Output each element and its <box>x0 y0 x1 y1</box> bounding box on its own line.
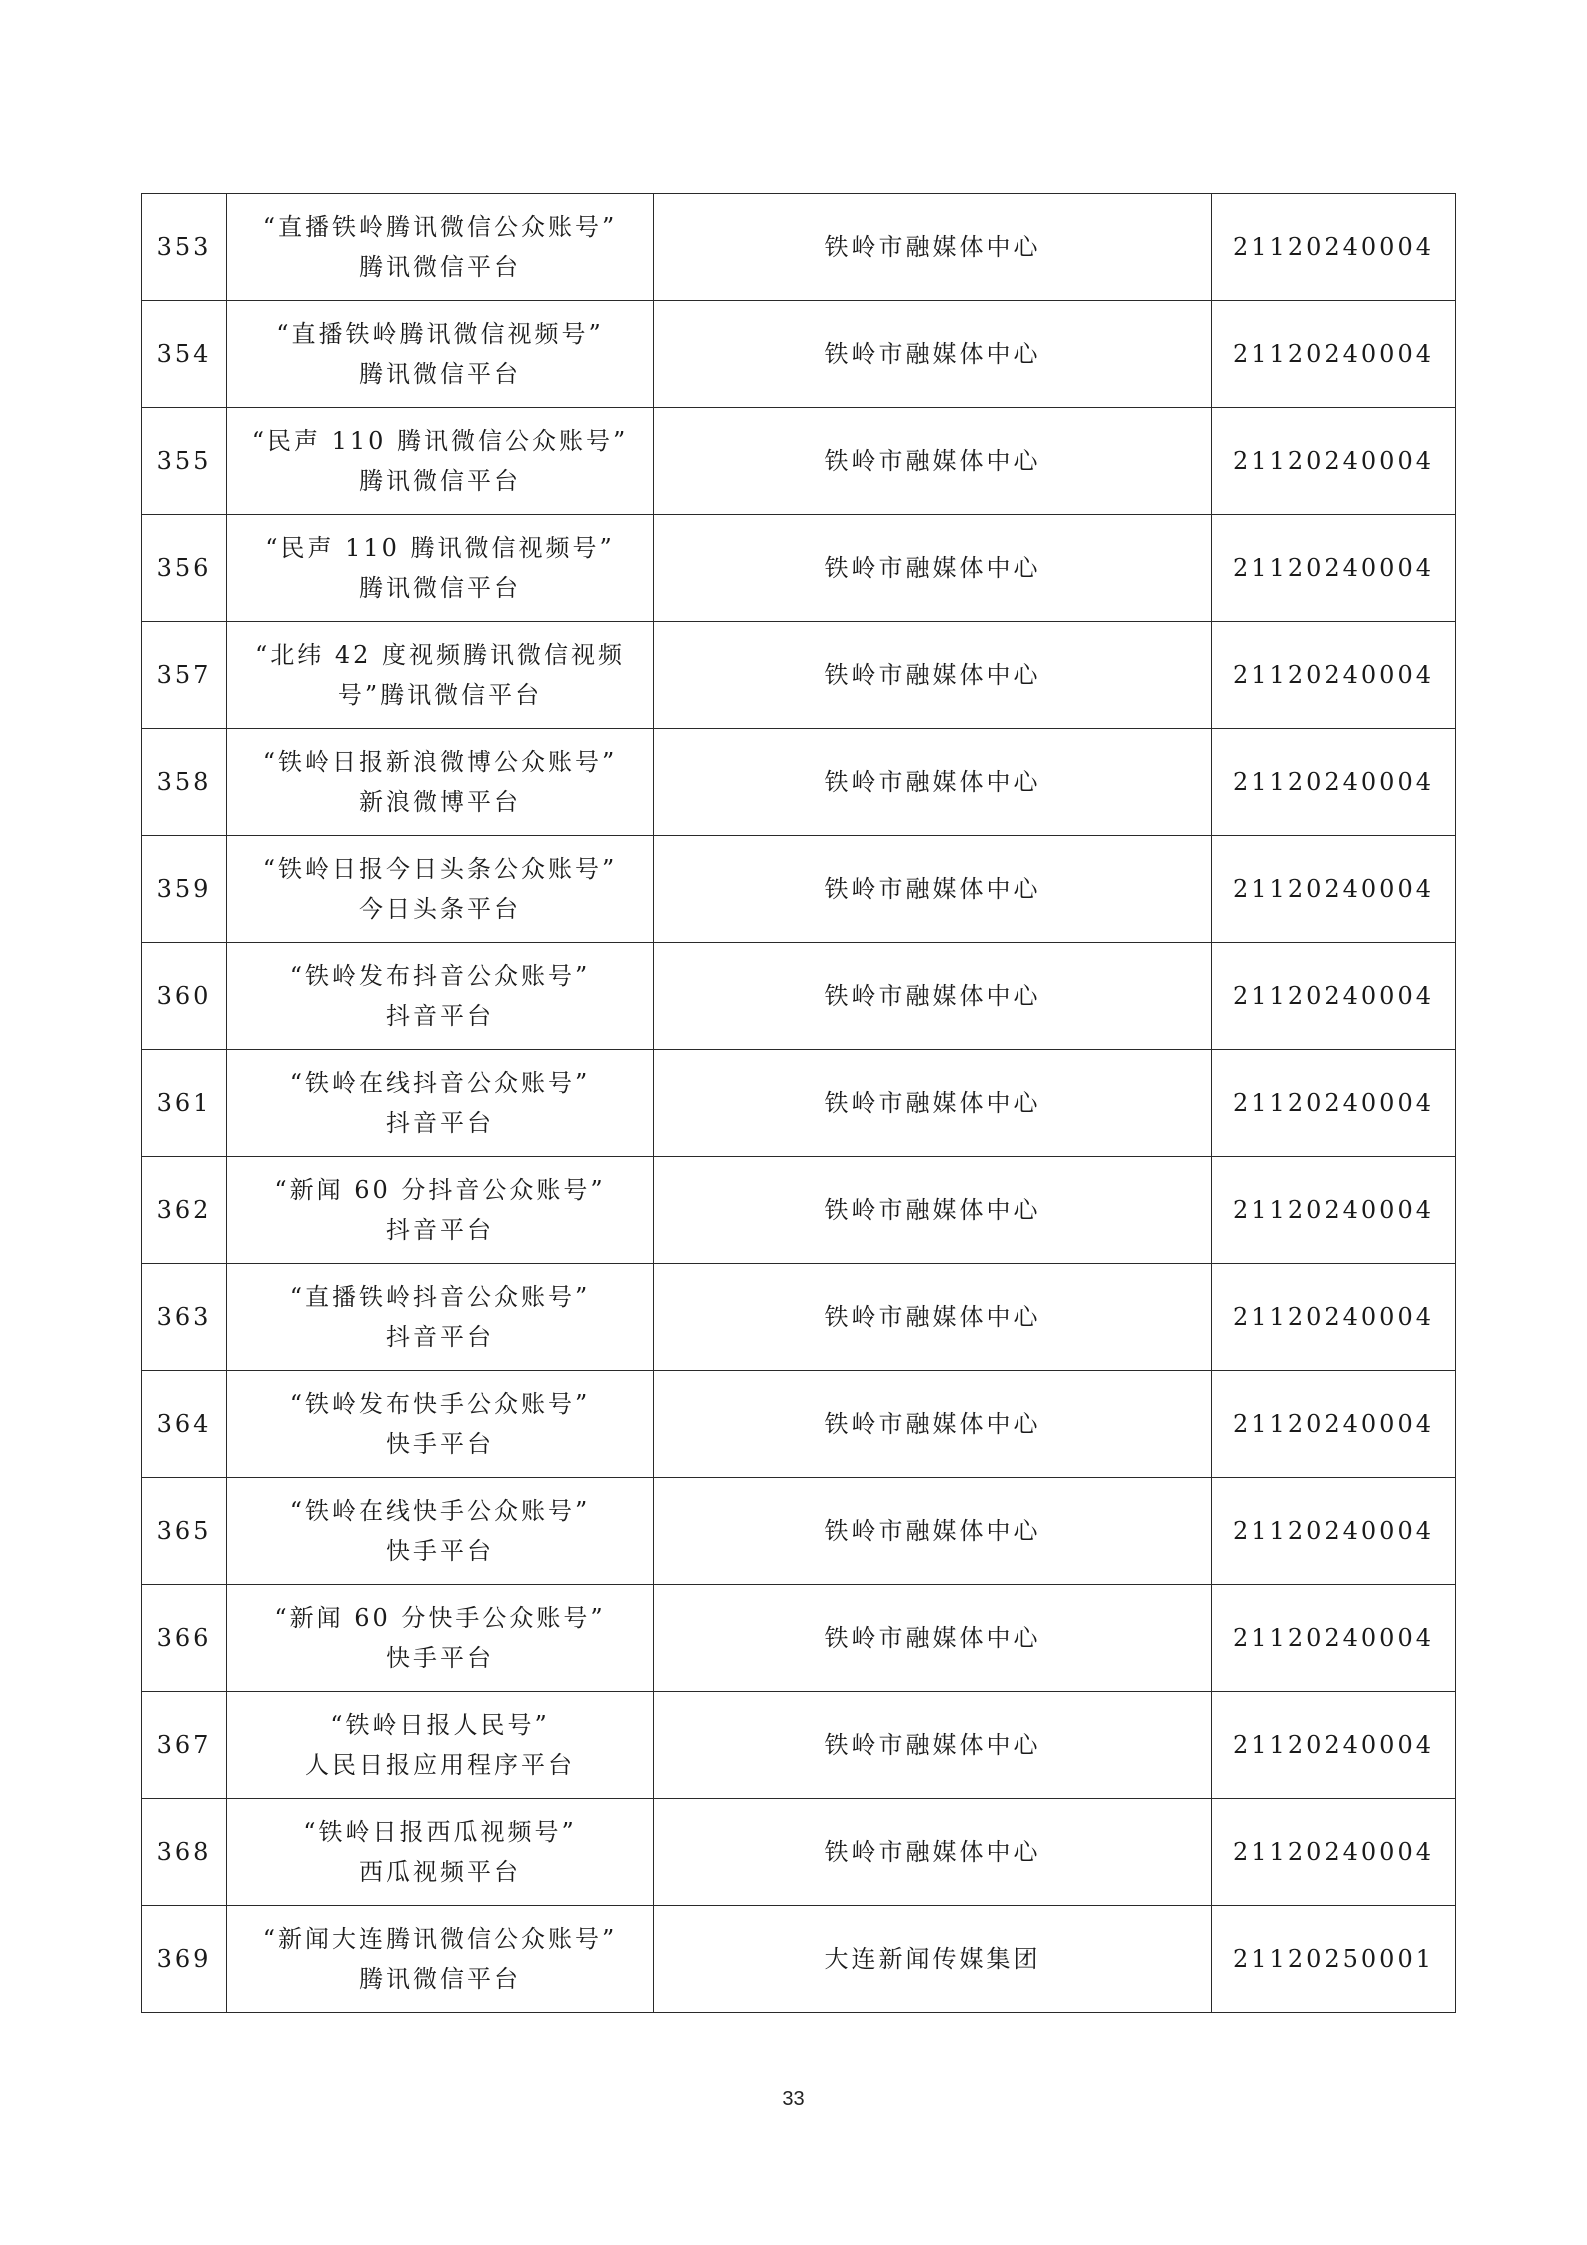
license-code-cell: 21120240004 <box>1212 1157 1456 1264</box>
organization-cell: 铁岭市融媒体中心 <box>654 943 1212 1050</box>
account-name-line-1: “铁岭日报西瓜视频号” <box>303 1818 577 1846</box>
organization-cell: 铁岭市融媒体中心 <box>654 1585 1212 1692</box>
organization-cell: 铁岭市融媒体中心 <box>654 622 1212 729</box>
row-number-cell: 360 <box>142 943 227 1050</box>
account-name-line-1: “铁岭日报今日头条公众账号” <box>262 855 618 883</box>
document-table-container <box>141 193 1455 2013</box>
table-row <box>142 301 1456 408</box>
table-row <box>142 1050 1456 1157</box>
account-name-line-1: “民声 110 腾讯微信公众账号” <box>251 427 629 455</box>
row-number-cell: 369 <box>142 1906 227 2013</box>
license-code-cell: 21120240004 <box>1212 1585 1456 1692</box>
organization-cell: 铁岭市融媒体中心 <box>654 1157 1212 1264</box>
organization-cell: 铁岭市融媒体中心 <box>654 301 1212 408</box>
account-name-line-1: “铁岭日报新浪微博公众账号” <box>262 748 618 776</box>
organization-cell: 铁岭市融媒体中心 <box>654 729 1212 836</box>
license-code-cell: 21120250001 <box>1212 1906 1456 2013</box>
table-row <box>142 194 1456 301</box>
license-code-cell: 21120240004 <box>1212 1692 1456 1799</box>
table-row <box>142 836 1456 943</box>
account-name-line-1: “直播铁岭抖音公众账号” <box>289 1283 591 1311</box>
organization-cell: 铁岭市融媒体中心 <box>654 1478 1212 1585</box>
account-name-line-1: “新闻 60 分抖音公众账号” <box>274 1176 606 1204</box>
account-name-line-1: “铁岭日报人民号” <box>330 1711 550 1739</box>
organization-cell: 铁岭市融媒体中心 <box>654 1371 1212 1478</box>
row-number-cell: 359 <box>142 836 227 943</box>
license-code-cell: 21120240004 <box>1212 515 1456 622</box>
table-row <box>142 1371 1456 1478</box>
account-name-line-1: “直播铁岭腾讯微信视频号” <box>276 320 604 348</box>
media-account-table <box>141 193 1456 2013</box>
account-platform-line-2: 号”腾讯微信平台 <box>337 681 543 709</box>
account-platform-line-2: 快手平台 <box>386 1537 494 1565</box>
table-row <box>142 1264 1456 1371</box>
account-name-cell <box>227 1478 654 1585</box>
account-name-cell <box>227 301 654 408</box>
row-number-cell: 362 <box>142 1157 227 1264</box>
row-number-cell: 366 <box>142 1585 227 1692</box>
page-number: 33 <box>782 2088 805 2110</box>
organization-cell: 铁岭市融媒体中心 <box>654 1050 1212 1157</box>
table-row <box>142 622 1456 729</box>
table-row <box>142 1799 1456 1906</box>
row-number-cell: 365 <box>142 1478 227 1585</box>
table-row <box>142 1585 1456 1692</box>
account-name-line-1: “北纬 42 度视频腾讯微信视频 <box>254 641 626 669</box>
account-name-cell <box>227 1157 654 1264</box>
row-number-cell: 357 <box>142 622 227 729</box>
account-platform-line-2: 西瓜视频平台 <box>359 1858 521 1886</box>
account-name-cell <box>227 194 654 301</box>
account-name-cell <box>227 1692 654 1799</box>
organization-cell: 铁岭市融媒体中心 <box>654 1692 1212 1799</box>
account-name-cell <box>227 729 654 836</box>
row-number-cell: 368 <box>142 1799 227 1906</box>
row-number-cell: 361 <box>142 1050 227 1157</box>
account-name-cell <box>227 1585 654 1692</box>
table-row <box>142 1157 1456 1264</box>
organization-cell: 铁岭市融媒体中心 <box>654 1264 1212 1371</box>
license-code-cell: 21120240004 <box>1212 943 1456 1050</box>
table-row <box>142 1478 1456 1585</box>
account-platform-line-2: 腾讯微信平台 <box>359 253 521 281</box>
license-code-cell: 21120240004 <box>1212 1371 1456 1478</box>
table-row <box>142 729 1456 836</box>
account-platform-line-2: 人民日报应用程序平台 <box>305 1751 575 1779</box>
row-number-cell: 367 <box>142 1692 227 1799</box>
row-number-cell: 364 <box>142 1371 227 1478</box>
account-name-cell <box>227 515 654 622</box>
row-number-cell: 363 <box>142 1264 227 1371</box>
account-platform-line-2: 抖音平台 <box>386 1216 494 1244</box>
row-number-cell: 353 <box>142 194 227 301</box>
account-name-line-1: “铁岭在线抖音公众账号” <box>289 1069 591 1097</box>
row-number-cell: 356 <box>142 515 227 622</box>
account-platform-line-2: 腾讯微信平台 <box>359 1965 521 1993</box>
account-platform-line-2: 快手平台 <box>386 1644 494 1672</box>
organization-cell: 铁岭市融媒体中心 <box>654 836 1212 943</box>
account-platform-line-2: 腾讯微信平台 <box>359 360 521 388</box>
table-row <box>142 515 1456 622</box>
license-code-cell: 21120240004 <box>1212 836 1456 943</box>
account-name-cell <box>227 1050 654 1157</box>
account-name-line-1: “铁岭发布抖音公众账号” <box>289 962 591 990</box>
license-code-cell: 21120240004 <box>1212 729 1456 836</box>
account-name-line-1: “直播铁岭腾讯微信公众账号” <box>262 213 618 241</box>
organization-cell: 大连新闻传媒集团 <box>654 1906 1212 2013</box>
account-name-cell <box>227 943 654 1050</box>
license-code-cell: 21120240004 <box>1212 1264 1456 1371</box>
account-name-cell <box>227 1799 654 1906</box>
license-code-cell: 21120240004 <box>1212 622 1456 729</box>
account-name-line-1: “新闻大连腾讯微信公众账号” <box>262 1925 618 1953</box>
license-code-cell: 21120240004 <box>1212 408 1456 515</box>
table-row <box>142 943 1456 1050</box>
row-number-cell: 358 <box>142 729 227 836</box>
license-code-cell: 21120240004 <box>1212 1478 1456 1585</box>
license-code-cell: 21120240004 <box>1212 301 1456 408</box>
table-row <box>142 1692 1456 1799</box>
table-row <box>142 408 1456 515</box>
account-name-line-1: “民声 110 腾讯微信视频号” <box>265 534 615 562</box>
account-platform-line-2: 腾讯微信平台 <box>359 467 521 495</box>
account-platform-line-2: 抖音平台 <box>386 1109 494 1137</box>
account-name-cell <box>227 622 654 729</box>
account-name-cell <box>227 836 654 943</box>
license-code-cell: 21120240004 <box>1212 1799 1456 1906</box>
row-number-cell: 354 <box>142 301 227 408</box>
account-name-line-1: “铁岭在线快手公众账号” <box>289 1497 591 1525</box>
account-name-line-1: “新闻 60 分快手公众账号” <box>274 1604 606 1632</box>
account-platform-line-2: 抖音平台 <box>386 1323 494 1351</box>
row-number-cell: 355 <box>142 408 227 515</box>
account-platform-line-2: 快手平台 <box>386 1430 494 1458</box>
account-platform-line-2: 新浪微博平台 <box>359 788 521 816</box>
account-name-cell <box>227 1371 654 1478</box>
organization-cell: 铁岭市融媒体中心 <box>654 515 1212 622</box>
account-platform-line-2: 抖音平台 <box>386 1002 494 1030</box>
license-code-cell: 21120240004 <box>1212 1050 1456 1157</box>
account-platform-line-2: 今日头条平台 <box>359 895 521 923</box>
table-body <box>142 194 1456 2013</box>
table-row <box>142 1906 1456 2013</box>
account-name-cell <box>227 1264 654 1371</box>
account-platform-line-2: 腾讯微信平台 <box>359 574 521 602</box>
organization-cell: 铁岭市融媒体中心 <box>654 194 1212 301</box>
account-name-cell <box>227 408 654 515</box>
organization-cell: 铁岭市融媒体中心 <box>654 1799 1212 1906</box>
account-name-line-1: “铁岭发布快手公众账号” <box>289 1390 591 1418</box>
organization-cell: 铁岭市融媒体中心 <box>654 408 1212 515</box>
account-name-cell <box>227 1906 654 2013</box>
license-code-cell: 21120240004 <box>1212 194 1456 301</box>
